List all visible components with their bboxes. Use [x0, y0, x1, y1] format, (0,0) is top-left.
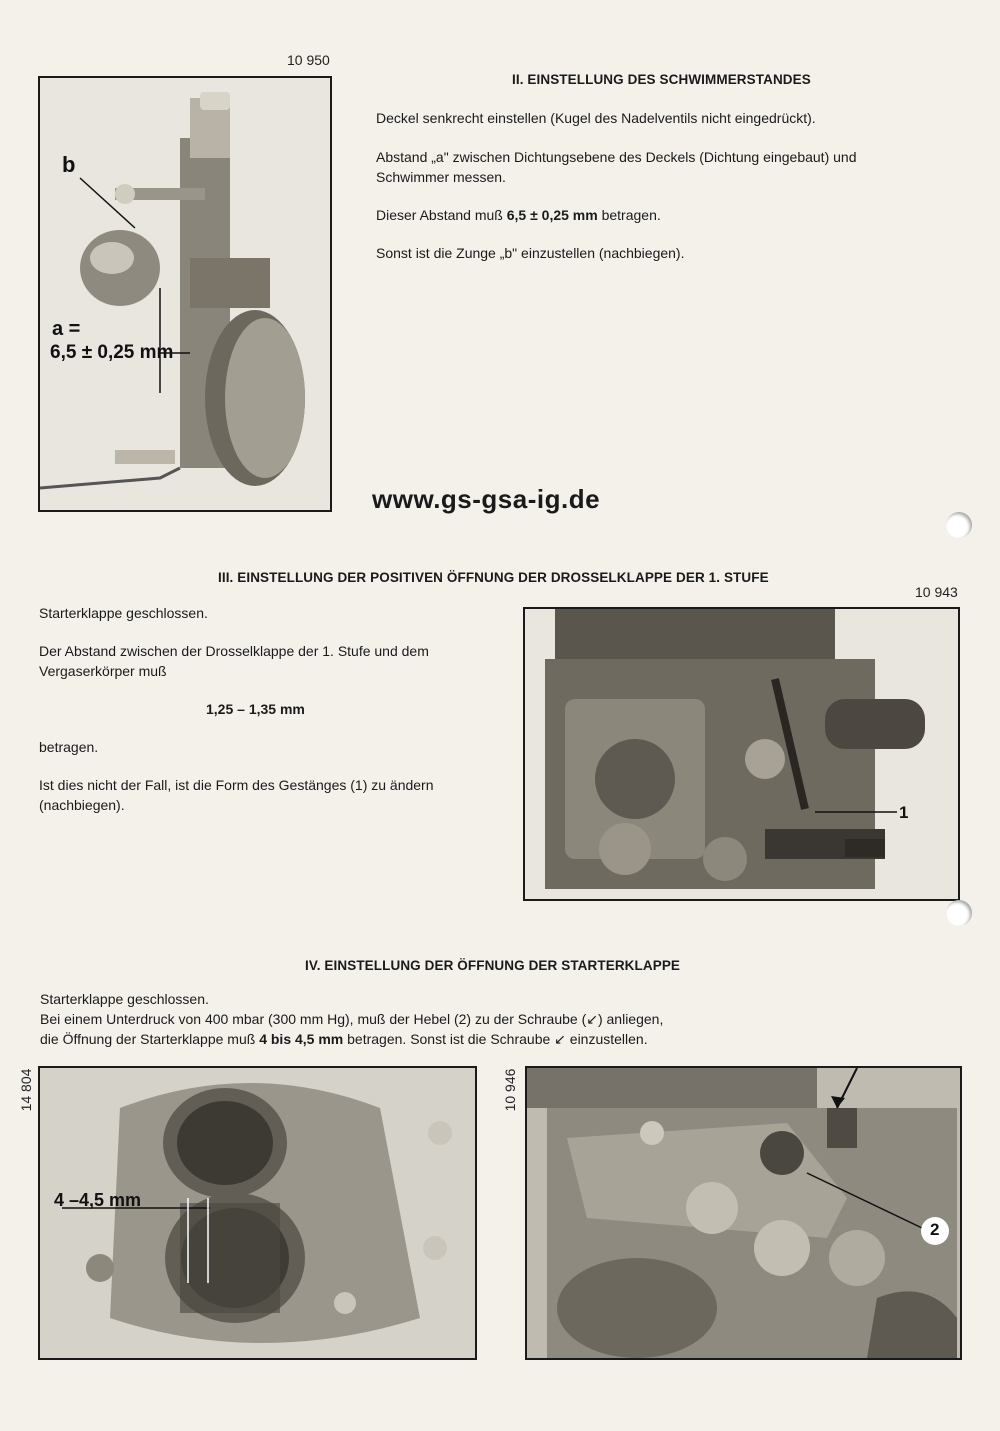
- section2-tolerance: 6,5 ± 0,25 mm: [506, 207, 598, 223]
- section3-para-3: betragen.: [39, 739, 99, 755]
- section3-value: 1,25 – 1,35 mm: [206, 701, 305, 717]
- label-a: a =: [52, 318, 81, 340]
- figure-number-10943: 10 943: [915, 584, 958, 600]
- throttle-linkage-photo: [523, 607, 960, 901]
- binder-hole-bottom: [946, 900, 972, 926]
- starter-lever-photo: [525, 1066, 962, 1360]
- section2-para-3-tail: betragen.: [597, 207, 661, 223]
- section4-text: [40, 989, 740, 1049]
- starter-lever-illustration: [527, 1068, 960, 1358]
- label-opening: 4 –4,5 mm: [54, 1190, 142, 1210]
- section3-heading: III. EINSTELLUNG DER POSITIVEN ÖFFNUNG DER DROSSELKLAPPE DER 1. STUFE: [218, 570, 769, 585]
- section3-text: [39, 603, 469, 815]
- float-level-illustration: [40, 78, 330, 510]
- section4-para-3-lead: die Öffnung der Starterklappe muß: [40, 1031, 260, 1047]
- section4-para-3-tail: betragen. Sonst ist die Schraube ↙ einzustellen.: [343, 1031, 648, 1047]
- section2-para-3-lead: Dieser Abstand muß: [376, 207, 507, 223]
- section2-para-3: [376, 205, 916, 225]
- binder-hole-top: [946, 512, 972, 538]
- watermark: www.gs-gsa-ig.de: [372, 484, 601, 514]
- section3-para-4: Ist dies nicht der Fall, ist die Form des Gestänges (1) zu ändern (nachbiegen).: [39, 777, 434, 813]
- section4-heading: IV. EINSTELLUNG DER ÖFFNUNG DER STARTERKLAPPE: [305, 958, 681, 973]
- label-b: b: [62, 152, 76, 177]
- section3-para-2: Der Abstand zwischen der Drosselklappe der 1. Stufe und dem Vergaserkörper muß: [39, 643, 429, 679]
- section2-text: [376, 108, 916, 263]
- section4-para-3: [40, 1029, 740, 1049]
- choke-opening-illustration: [40, 1068, 475, 1358]
- throttle-linkage-illustration: [525, 609, 958, 899]
- section4-para-2: Bei einem Unterdruck von 400 mbar (300 mm Hg), muß der Hebel (2) zu der Schraube (↙) anliegen,: [40, 1011, 664, 1027]
- label-a-value: 6,5 ± 0,25 mm: [50, 342, 174, 363]
- label-2: 2: [930, 1220, 940, 1239]
- section4-opening-value: 4 bis 4,5 mm: [259, 1031, 344, 1047]
- label-1: 1: [899, 803, 909, 822]
- figure-number-14804: 14 804: [18, 1068, 34, 1112]
- section3-para-1: Starterklappe geschlossen.: [39, 605, 208, 621]
- choke-opening-photo: [38, 1066, 477, 1360]
- section2-para-2: Abstand „a" zwischen Dichtungsebene des Deckels (Dichtung eingebaut) und Schwimmer messen.: [376, 149, 857, 185]
- figure-number-10946: 10 946: [502, 1068, 518, 1112]
- section2-heading: II. EINSTELLUNG DES SCHWIMMERSTANDES: [512, 72, 811, 87]
- section4-para-1: Starterklappe geschlossen.: [40, 991, 209, 1007]
- figure-number-10950: 10 950: [287, 52, 330, 68]
- section2-para-4: Sonst ist die Zunge „b" einzustellen (nachbiegen).: [376, 245, 685, 261]
- float-level-photo: [38, 76, 332, 512]
- section2-para-1: Deckel senkrecht einstellen (Kugel des Nadelventils nicht eingedrückt).: [376, 110, 816, 126]
